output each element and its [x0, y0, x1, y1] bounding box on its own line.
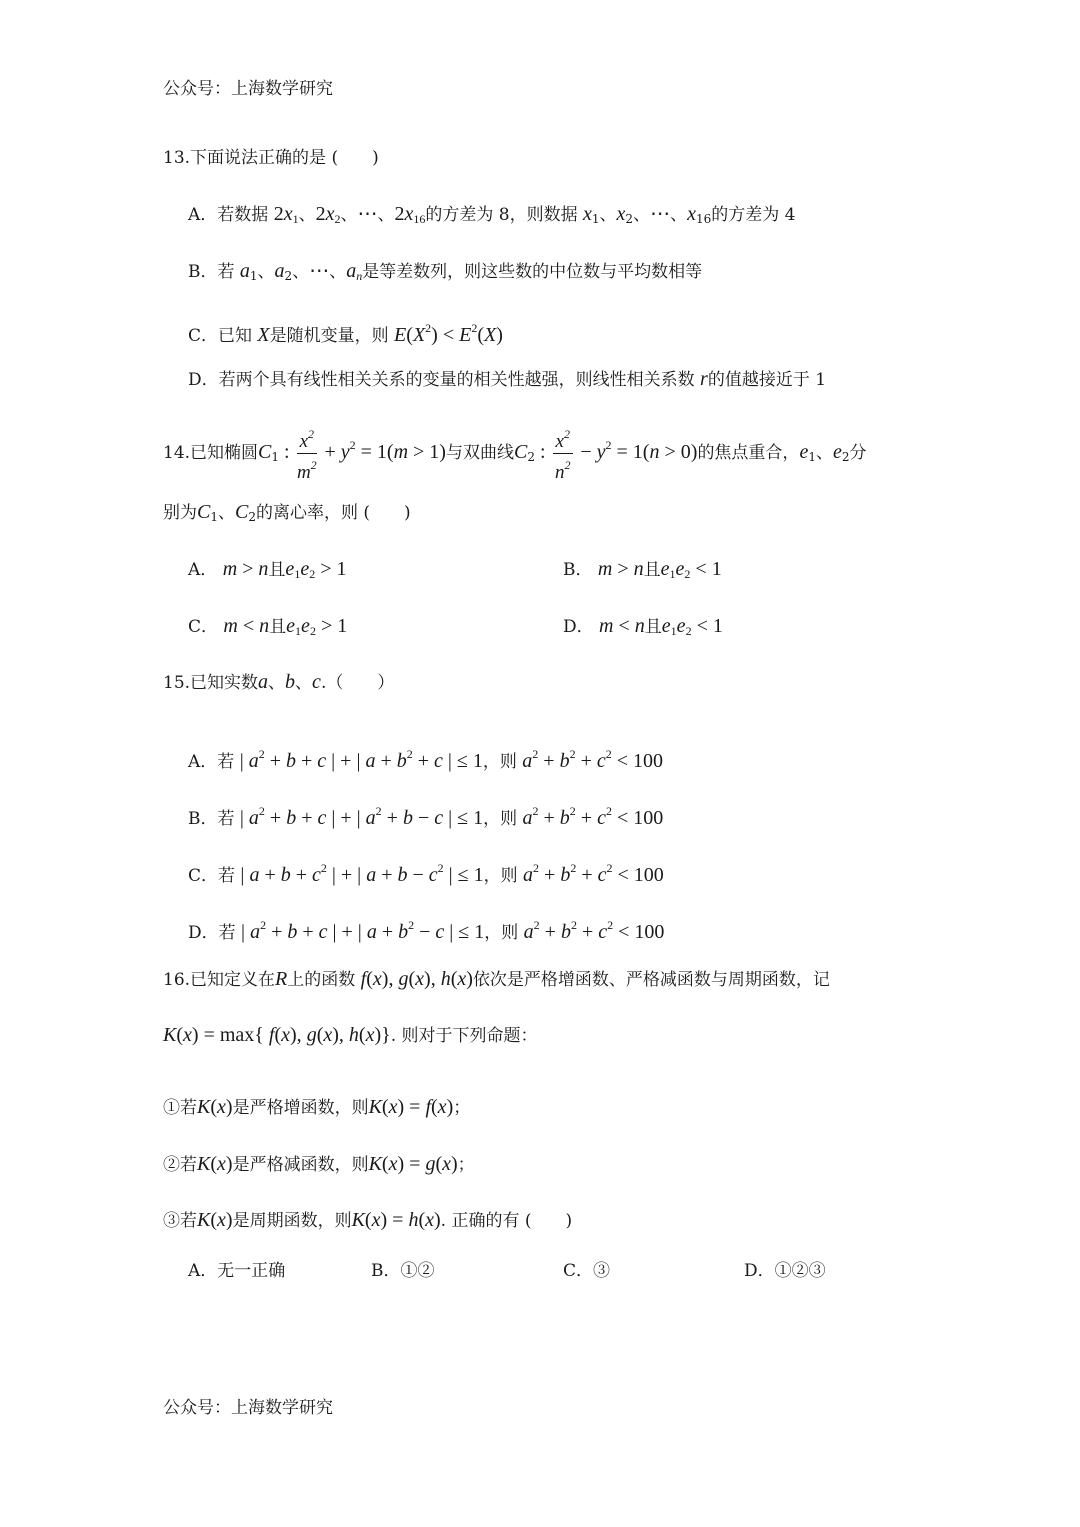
text: 14.已知椭圆	[163, 443, 259, 463]
option-text: 且	[268, 560, 286, 580]
option-text: 且	[644, 617, 662, 637]
q16-stem-line2: K(x) = max{ f(x), g(x), h(x)}. 则对于下列命题：	[163, 1024, 538, 1046]
option-label: A．	[188, 560, 218, 580]
option-label: B．	[371, 1261, 401, 1281]
q15-stem: 15.已知实数a、b、c.（ ）	[163, 671, 395, 693]
q16-statement-1: ①若K(x)是严格增函数，则K(x) = f(x)；	[163, 1096, 471, 1118]
text: 的离心率，则 ( )	[255, 503, 411, 523]
q15-option-b: B．若 | $a^2 + b + c$ | + | $a^2 + b - c$ | ≤ 1，则 $a^2 + b^2 + c^2 < 100$	[188, 804, 664, 829]
option-label: B．	[188, 809, 218, 829]
option-label: D．	[563, 617, 594, 637]
text: 别为	[163, 503, 197, 523]
text: .（ ）	[320, 673, 395, 693]
option-text: 若两个具有线性相关关系的变量的相关性越强，则线性相关系数	[218, 370, 695, 390]
option-text: 若	[218, 866, 236, 886]
option-text: 且	[269, 617, 287, 637]
option-text: 若	[217, 262, 235, 282]
option-label: D．	[188, 370, 219, 390]
option-text: ，则	[483, 809, 518, 829]
text: ；	[453, 1098, 471, 1118]
text: ③若	[163, 1211, 197, 1231]
q14-option-a: A． m > n且$e_1e_2 > 1$	[188, 558, 347, 581]
option-text: 若	[217, 809, 235, 829]
option-label: B．	[188, 262, 218, 282]
q15-option-c: C．若 | $a + b + c^2$ | + | $a + b - c^2$ | ≤ 1，则 $a^2 + b^2 + c^2 < 100$	[188, 861, 664, 886]
q16-option-c	[563, 1259, 610, 1283]
option-label: B．	[563, 560, 593, 580]
text: 16.已知定义在	[163, 970, 276, 990]
q14-option-d: D． m < n且$e_1e_2 < 1$	[563, 615, 723, 638]
option-label: C．	[563, 1261, 594, 1281]
option-label: C．	[188, 326, 219, 346]
q14-stem-line1: 14.已知椭圆$C_1$ : $\frac{x^2}{m^2}$ + $y^2 = 1(m > 1)$与双曲线$C_2$ : $\frac{x^2}{n^2}$ − $y^2 = 1(n > 0)$的焦点重合，$e_1$、$e_2$分	[163, 420, 867, 484]
text: 是周期函数，则	[232, 1211, 352, 1231]
option-text: 若	[218, 923, 236, 943]
q15-option-d: D．若 | $a^2 + b + c$ | + | $a + b^2 - c$ | ≤ 1，则 $a^2 + b^2 + c^2 < 100$	[188, 918, 665, 943]
q14-option-b: B． m > n且$e_1e_2 < 1$	[563, 558, 722, 581]
option-label: C．	[188, 866, 219, 886]
text: 依次是严格增函数、严格减函数与周期函数，记	[472, 970, 830, 990]
option-label: D．	[188, 923, 219, 943]
page-footer: 公众号：上海数学研究	[163, 1398, 333, 1418]
text: 分	[849, 443, 867, 463]
option-text: 是随机变量，则	[269, 326, 389, 346]
option-text: 若	[217, 752, 235, 772]
q13-option-b: B．若 $a_1$、$a_2$、⋯、$a_n$是等差数列，则这些数的中位数与平均数相等	[188, 260, 703, 283]
option-text: ，则	[483, 866, 518, 886]
text: ②若	[163, 1155, 197, 1175]
q16-option-b	[371, 1259, 435, 1283]
text: 上的函数	[287, 970, 356, 990]
fraction: $\frac{x^2}{m^2}$	[297, 423, 317, 484]
text: ①若	[163, 1098, 197, 1118]
option-text: ，则	[482, 752, 517, 772]
q14-stem-line2: 别为$C_1$、$C_2$的离心率，则 ( )	[163, 501, 411, 524]
text: 是严格增函数，则	[232, 1098, 369, 1118]
q14-option-c: C． m < n且$e_1e_2 > 1$	[188, 615, 348, 638]
option-text: 且	[643, 560, 661, 580]
text: ；	[457, 1155, 475, 1175]
fraction: $\frac{x^2}{n^2}$	[553, 423, 573, 484]
option-text: 无一正确	[217, 1261, 286, 1281]
q13-option-a: A．若数据 $2x_1$、$2x_2$、⋯、$2x_{16}$的方差为 8，则数据 $x_1$、$x_2$、⋯、$x_{16}$的方差为 4	[188, 203, 796, 226]
option-label: C．	[188, 617, 219, 637]
q16-statement-2: ②若K(x)是严格减函数，则K(x) = g(x)；	[163, 1153, 475, 1175]
option-text: ③	[593, 1261, 611, 1281]
option-text: 的方差为 4	[711, 205, 796, 225]
option-label: A．	[188, 205, 218, 225]
option-text: 的方差为 8，则数据	[425, 205, 578, 225]
option-text: 是等差数列，则这些数的中位数与平均数相等	[362, 262, 703, 282]
option-text: 的值越接近于 1	[707, 370, 827, 390]
option-text: ①②	[400, 1261, 435, 1281]
text: . 则对于下列命题：	[390, 1026, 538, 1046]
q16-stem-line1: 16.已知定义在R上的函数 f(x), g(x), h(x)依次是严格增函数、严格减函数与周期函数，记	[163, 968, 830, 990]
q16-option-a	[188, 1259, 285, 1283]
q16-option-d	[744, 1259, 826, 1283]
q16-statement-3: ③若K(x)是周期函数，则K(x) = h(x). 正确的有 ( )	[163, 1209, 573, 1231]
page-header: 公众号：上海数学研究	[163, 79, 333, 99]
option-text: 已知	[218, 326, 253, 346]
option-label: A．	[188, 1261, 218, 1281]
q15-option-a: A．若 | $a^2 + b + c$ | + | $a + b^2 + c$ | ≤ 1，则 $a^2 + b^2 + c^2 < 100$	[188, 747, 664, 772]
text: 的焦点重合，	[697, 443, 800, 463]
q13-option-c: C．已知 X是随机变量，则 $E(X^2) < E^2(X)$	[188, 321, 503, 346]
option-label: A．	[188, 752, 218, 772]
option-label: D．	[744, 1261, 775, 1281]
text: . 正确的有 ( )	[440, 1211, 573, 1231]
option-text: ①②③	[774, 1261, 826, 1281]
math: $2x_1$	[273, 203, 299, 226]
text: 是严格减函数，则	[232, 1155, 369, 1175]
option-text: ，则	[484, 923, 519, 943]
text: 15.已知实数	[163, 673, 259, 693]
text: 与双曲线	[445, 443, 514, 463]
option-text: 若数据	[217, 205, 269, 225]
q13-option-d: D．若两个具有线性相关关系的变量的相关性越强，则线性相关系数 r的值越接近于 1	[188, 368, 827, 390]
q13-stem: 13.下面说法正确的是 ( )	[163, 148, 379, 168]
